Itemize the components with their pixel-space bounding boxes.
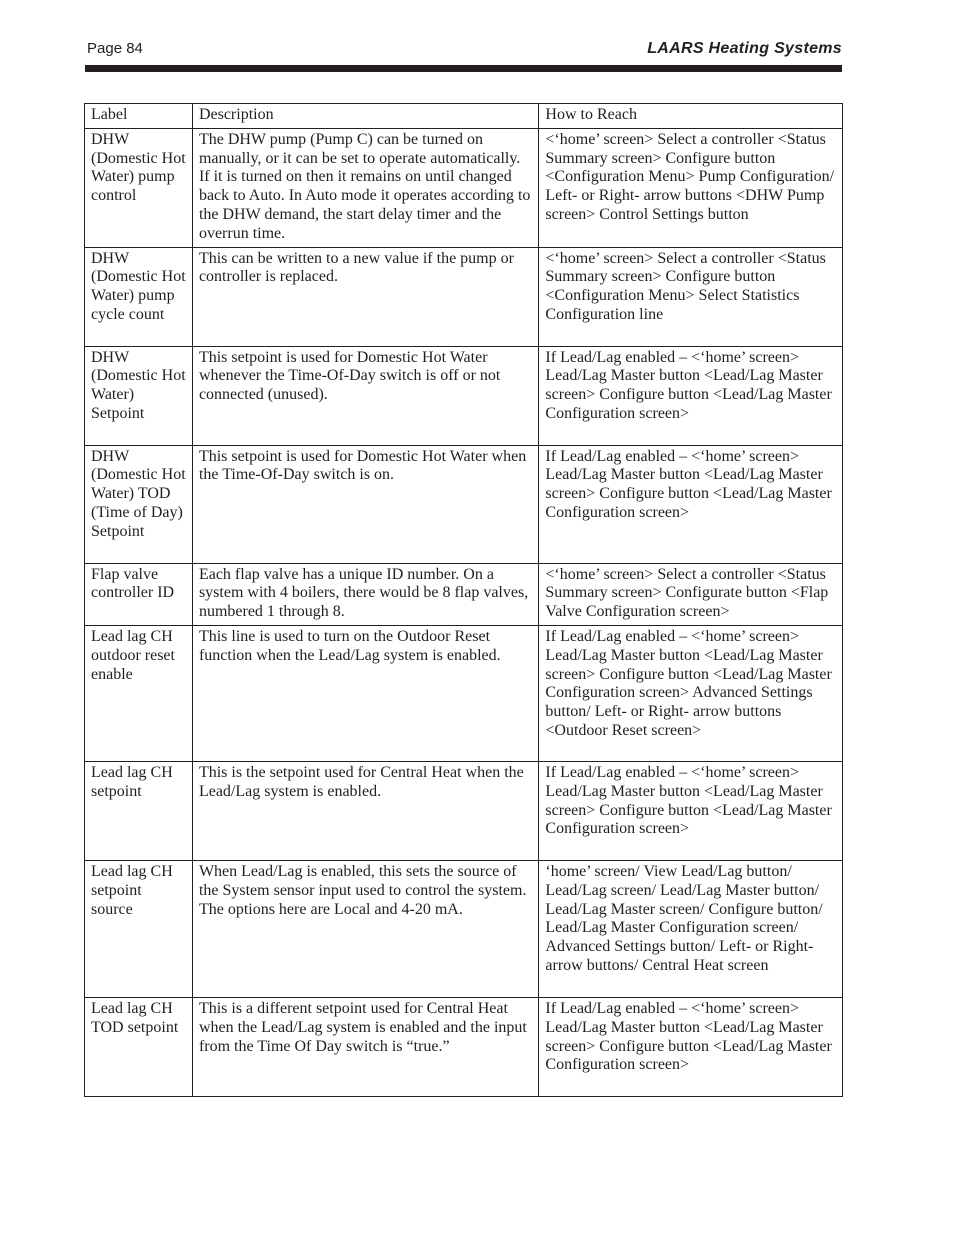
table-row: [85, 761, 843, 860]
table-row: [85, 128, 843, 247]
row-label: DHW (Domestic Hot Water) Setpoint: [85, 346, 193, 445]
row-description: This line is used to turn on the Outdoor Reset function when the Lead/Lag system is enabled.: [192, 625, 538, 761]
table-row: [85, 563, 843, 625]
row-description: This is the setpoint used for Central Heat when the Lead/Lag system is enabled.: [192, 761, 538, 860]
settings-table: [84, 103, 843, 1097]
row-description: Each flap valve has a unique ID number. On a system with 4 boilers, there would be 8 flap valves, numbered 1 through 8.: [192, 563, 538, 625]
row-label: Lead lag CH TOD setpoint: [85, 997, 193, 1096]
row-label: Lead lag CH setpoint: [85, 761, 193, 860]
row-label: DHW (Domestic Hot Water) TOD (Time of Day) Setpoint: [85, 445, 193, 563]
row-description: This is a different setpoint used for Central Heat when the Lead/Lag system is enabled and the input from the Time Of Day switch is “true.”: [192, 997, 538, 1096]
table-row: [85, 860, 843, 997]
column-header-description: Description: [192, 104, 538, 129]
row-label: Lead lag CH setpoint source: [85, 860, 193, 997]
row-how-to-reach: If Lead/Lag enabled – <‘home’ screen> Lead/Lag Master button <Lead/Lag Master screen> Configure button <Lead/Lag Master Configuration screen> Advanced Settings button/ Left- or Right- arrow buttons <Outdoor Reset screen>: [539, 625, 843, 761]
row-label: DHW (Domestic Hot Water) pump control: [85, 128, 193, 247]
brand-title: LAARS Heating Systems: [647, 40, 842, 57]
table-row: [85, 997, 843, 1096]
column-header-label: Label: [85, 104, 193, 129]
row-description: This setpoint is used for Domestic Hot Water whenever the Time-Of-Day switch is off or not connected (unused).: [192, 346, 538, 445]
table-row: [85, 625, 843, 761]
row-description: This can be written to a new value if the pump or controller is replaced.: [192, 247, 538, 346]
table-row: [85, 346, 843, 445]
row-how-to-reach: If Lead/Lag enabled – <‘home’ screen> Lead/Lag Master button <Lead/Lag Master screen> Configure button <Lead/Lag Master Configuration screen>: [539, 445, 843, 563]
row-how-to-reach: If Lead/Lag enabled – <‘home’ screen> Lead/Lag Master button <Lead/Lag Master screen> Configure button <Lead/Lag Master Configuration screen>: [539, 997, 843, 1096]
row-label: Lead lag CH outdoor reset enable: [85, 625, 193, 761]
column-header-how-to-reach: How to Reach: [539, 104, 843, 129]
row-label: Flap valve controller ID: [85, 563, 193, 625]
row-how-to-reach: <‘home’ screen> Select a controller <Status Summary screen> Configurate button <Flap Valve Configuration screen>: [539, 563, 843, 625]
row-description: This setpoint is used for Domestic Hot Water when the Time-Of-Day switch is on.: [192, 445, 538, 563]
row-how-to-reach: <‘home’ screen> Select a controller <Status Summary screen> Configure button <Configuration Menu> Select Statistics Configuration line: [539, 247, 843, 346]
row-description: The DHW pump (Pump C) can be turned on manually, or it can be set to operate automatically. If it is turned on then it remains on until changed back to Auto. In Auto mode it operates according to the DHW demand, the start delay timer and the overrun time.: [192, 128, 538, 247]
header-rule: [85, 65, 842, 72]
row-how-to-reach: If Lead/Lag enabled – <‘home’ screen> Lead/Lag Master button <Lead/Lag Master screen> Configure button <Lead/Lag Master Configuration screen>: [539, 761, 843, 860]
row-how-to-reach: <‘home’ screen> Select a controller <Status Summary screen> Configure button <Configuration Menu> Pump Configuration/ Left- or Right- arrow buttons <DHW Pump screen> Control Settings button: [539, 128, 843, 247]
row-description: When Lead/Lag is enabled, this sets the source of the System sensor input used to control the system. The options here are Local and 4-20 mA.: [192, 860, 538, 997]
table-row: [85, 247, 843, 346]
table-row: [85, 445, 843, 563]
row-label: DHW (Domestic Hot Water) pump cycle count: [85, 247, 193, 346]
page-number: Page 84: [87, 40, 143, 57]
row-how-to-reach: ‘home’ screen/ View Lead/Lag button/ Lead/Lag screen/ Lead/Lag Master button/ Lead/Lag Master screen/ Configure button/ Lead/Lag Master Configuration screen/ Advanced Settings button/ Left- or Right- arrow buttons/ Central Heat screen: [539, 860, 843, 997]
table-header-row: [85, 104, 843, 129]
row-how-to-reach: If Lead/Lag enabled – <‘home’ screen> Lead/Lag Master button <Lead/Lag Master screen> Configure button <Lead/Lag Master Configuration screen>: [539, 346, 843, 445]
